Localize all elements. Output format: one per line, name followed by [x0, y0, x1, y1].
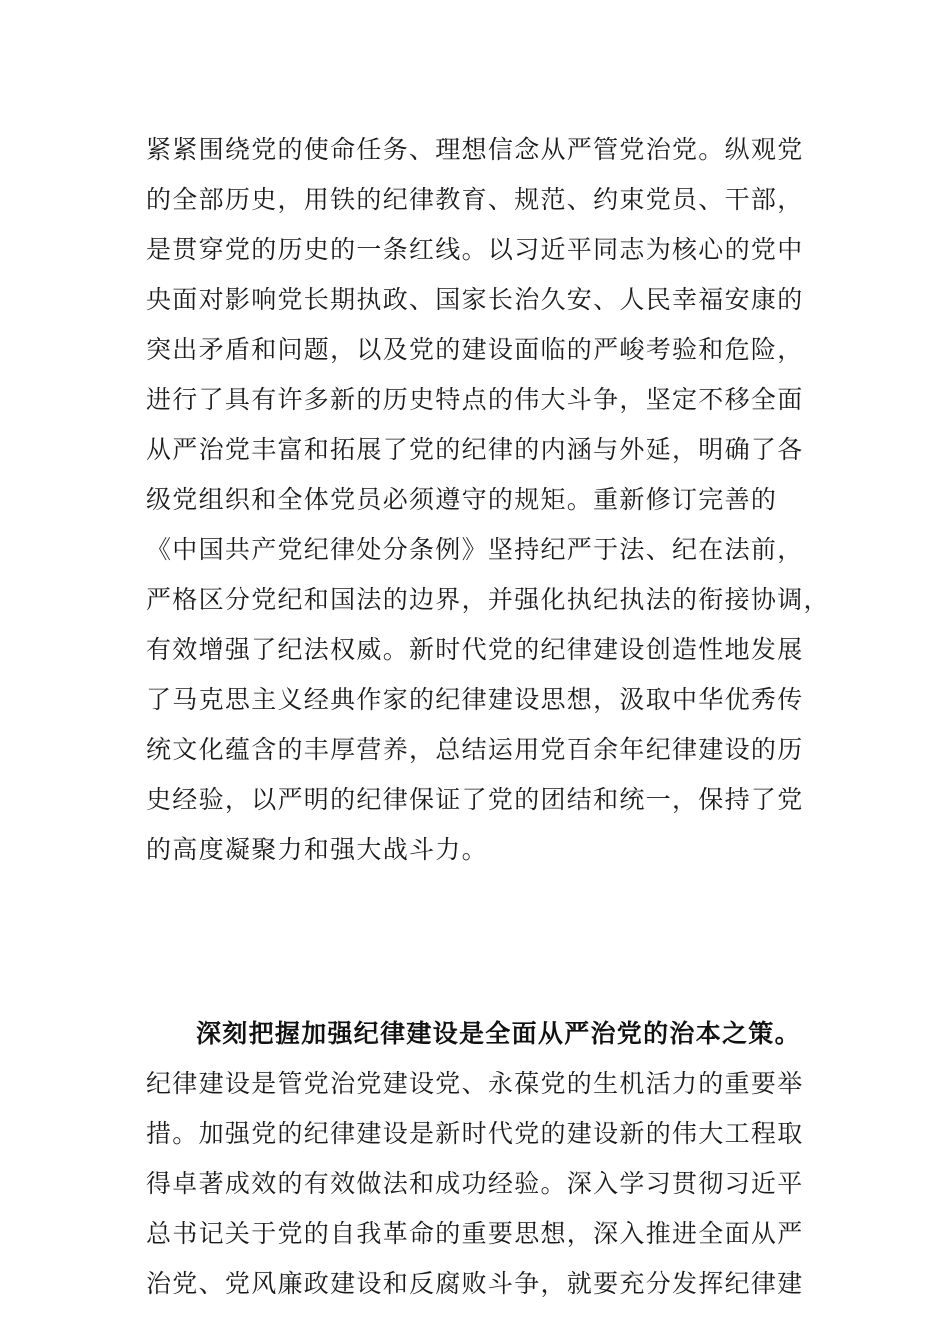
paragraph-1-line: 统文化蕴含的丰厚营养，总结运用党百余年纪律建设的历 — [146, 735, 804, 764]
paragraph-2-line: 总书记关于党的自我革命的重要思想，深入推进全面从严 — [146, 1219, 804, 1248]
paragraph-1-line: 进行了具有许多新的历史特点的伟大斗争，坚定不移全面 — [146, 385, 804, 414]
paragraph-1-line: 从严治党丰富和拓展了党的纪律的内涵与外延，明确了各 — [146, 435, 804, 464]
paragraph-1-line: 《中国共产党纪律处分条例》坚持纪严于法、纪在法前， — [146, 535, 804, 564]
paragraph-1-line: 突出矛盾和问题，以及党的建设面临的严峻考验和危险， — [146, 335, 804, 364]
paragraph-1-line: 紧紧围绕党的使命任务、理想信念从严管党治党。纵观党 — [146, 135, 804, 164]
paragraph-1-line: 央面对影响党长期执政、国家长治久安、人民幸福安康的 — [146, 285, 804, 314]
paragraph-2-line: 得卓著成效的有效做法和成功经验。深入学习贯彻习近平 — [146, 1169, 804, 1198]
paragraph-1-line: 的高度凝聚力和强大战斗力。 — [146, 835, 488, 864]
paragraph-2-line: 纪律建设是管党治党建设党、永葆党的生机活力的重要举 — [146, 1069, 804, 1098]
section-heading: 深刻把握加强纪律建设是全面从严治党的治本之策。 — [196, 1019, 801, 1048]
paragraph-2-line: 措。加强党的纪律建设是新时代党的建设新的伟大工程取 — [146, 1119, 804, 1148]
paragraph-1-line: 有效增强了纪法权威。新时代党的纪律建设创造性地发展 — [146, 635, 804, 664]
paragraph-1-line: 是贯穿党的历史的一条红线。以习近平同志为核心的党中 — [146, 235, 804, 264]
paragraph-1-line: 的全部历史，用铁的纪律教育、规范、约束党员、干部， — [146, 185, 804, 214]
paragraph-1-line: 了马克思主义经典作家的纪律建设思想，汲取中华优秀传 — [146, 685, 804, 714]
paragraph-1-line: 级党组织和全体党员必须遵守的规矩。重新修订完善的 — [146, 485, 778, 514]
paragraph-1-line: 史经验，以严明的纪律保证了党的团结和统一，保持了党 — [146, 785, 804, 814]
paragraph-2-line: 治党、党风廉政建设和反腐败斗争，就要充分发挥纪律建 — [146, 1269, 804, 1298]
paragraph-1-line: 严格区分党纪和国法的边界，并强化执纪执法的衔接协调， — [146, 585, 830, 614]
